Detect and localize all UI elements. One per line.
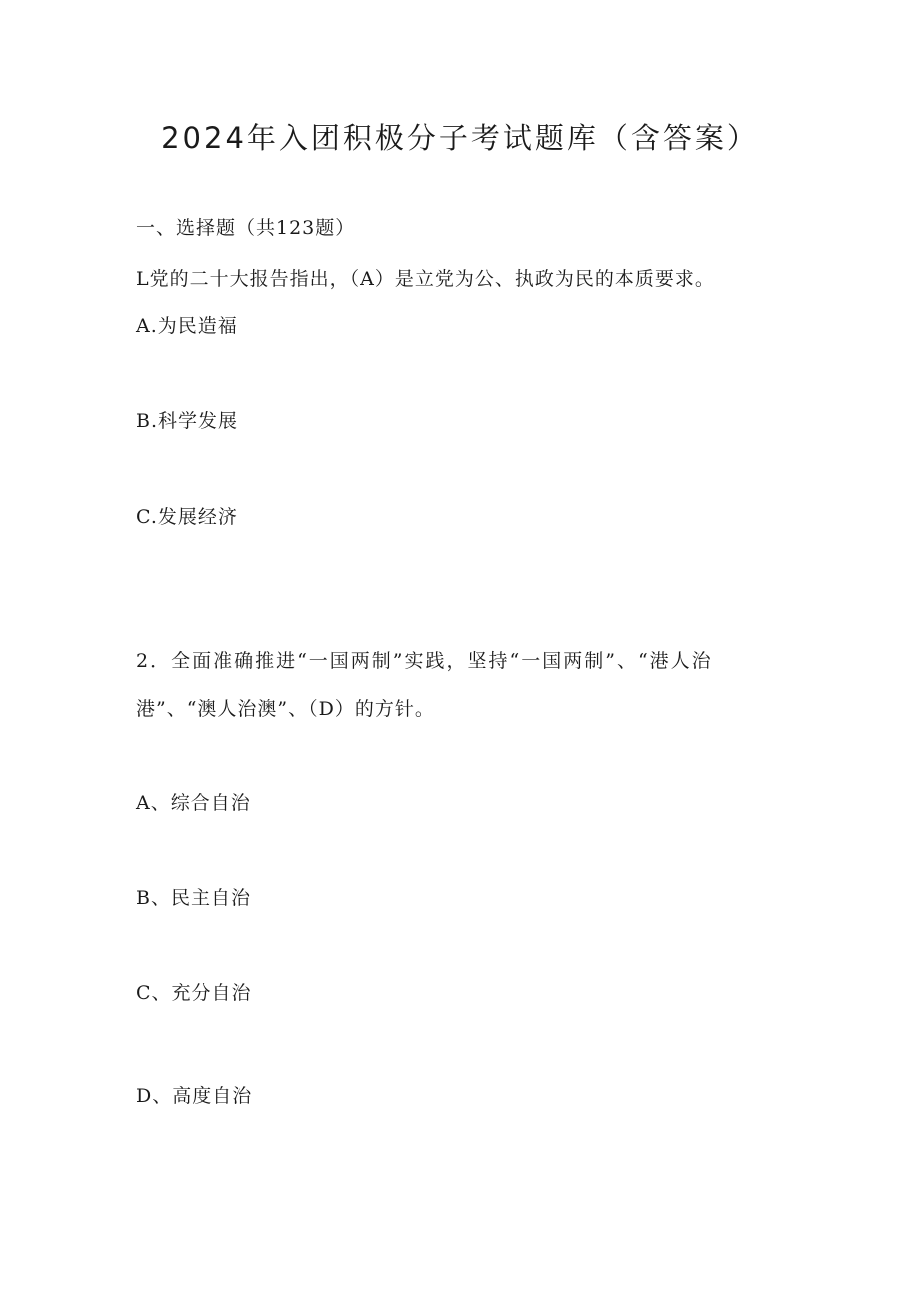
question-2-option-a: A、综合自治 [136, 792, 251, 814]
question-1-stem: L党的二十大报告指出，（A）是立党为公、执政为民的本质要求。 [136, 268, 715, 290]
question-2-stem-line-2: 港”、“澳人治澳”、（D）的方针。 [136, 698, 435, 720]
question-1-option-a: A.为民造福 [136, 315, 238, 337]
page-title: 2024年入团积极分子考试题库（含答案） [161, 121, 759, 155]
question-2-option-c: C、充分自治 [136, 982, 252, 1004]
question-1-option-b: B.科学发展 [136, 410, 239, 432]
section-heading: 一、选择题（共123题） [136, 217, 356, 239]
question-1-option-c: C.发展经济 [136, 506, 238, 528]
question-2-option-b: B、民主自治 [136, 887, 251, 909]
question-2-option-d: D、高度自治 [136, 1085, 253, 1107]
question-2-stem-line-1: 2．全面准确推进“一国两制”实践，坚持“一国两制”、“港人治 [136, 650, 713, 672]
